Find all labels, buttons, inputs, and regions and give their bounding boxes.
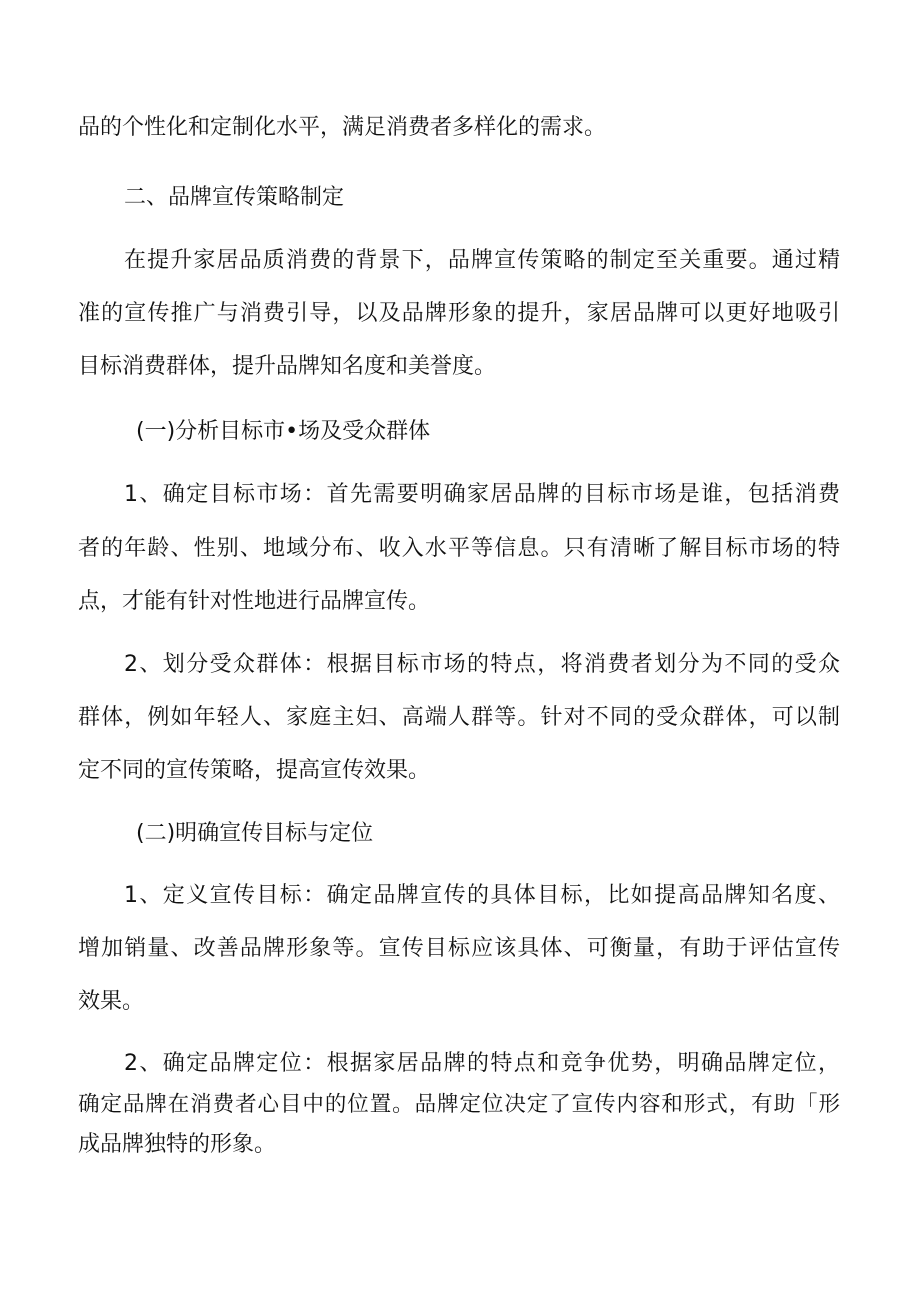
- paragraph-line: 准的宣传推广与消费引导，以及品牌形象的提升，家居品牌可以更好地吸引: [78, 301, 840, 326]
- paragraph-line: 1、定义宣传目标：确定品牌宣传的具体目标，比如提高品牌知名度、: [124, 883, 840, 908]
- paragraph-line: 成品牌独特的形象。: [78, 1132, 277, 1157]
- paragraph-line: 者的年龄、性别、地域分布、收入水平等信息。只有清晰了解目标市场的特: [78, 536, 840, 561]
- paragraph-line: 增加销量、改善品牌形象等。宣传目标应该具体、可衡量，有助于评估宣传: [78, 936, 840, 961]
- subsection-heading: (一)分析目标市•场及受众群体: [136, 419, 431, 444]
- paragraph-line: 群体，例如年轻人、家庭主妇、高端人群等。针对不同的受众群体，可以制: [78, 705, 840, 730]
- paragraph-line: 2、划分受众群体：根据目标市场的特点，将消费者划分为不同的受众: [124, 652, 840, 677]
- paragraph-line: 品的个性化和定制化水平，满足消费者多样化的需求。: [78, 115, 607, 140]
- paragraph-line: 定不同的宣传策略，提高宣传效果。: [78, 758, 431, 783]
- paragraph-line: 在提升家居品质消费的背景下，品牌宣传策略的制定至关重要。通过精: [124, 248, 840, 273]
- subsection-heading: (二)明确宣传目标与定位: [136, 821, 374, 846]
- paragraph-line: 确定品牌在消费者心目中的位置。品牌定位决定了宣传内容和形式，有助「形: [78, 1092, 840, 1117]
- paragraph-line: 2、确定品牌定位：根据家居品牌的特点和竞争优势，明确品牌定位，: [124, 1051, 840, 1076]
- section-heading: 二、品牌宣传策略制定: [124, 185, 345, 210]
- paragraph-line: 目标消费群体，提升品牌知名度和美誉度。: [78, 354, 497, 379]
- paragraph-line: 点，才能有针对性地进行品牌宣传。: [78, 589, 431, 614]
- paragraph-line: 1、确定目标市场：首先需要明确家居品牌的目标市场是谁，包括消费: [124, 482, 840, 507]
- paragraph-line: 效果。: [78, 989, 145, 1014]
